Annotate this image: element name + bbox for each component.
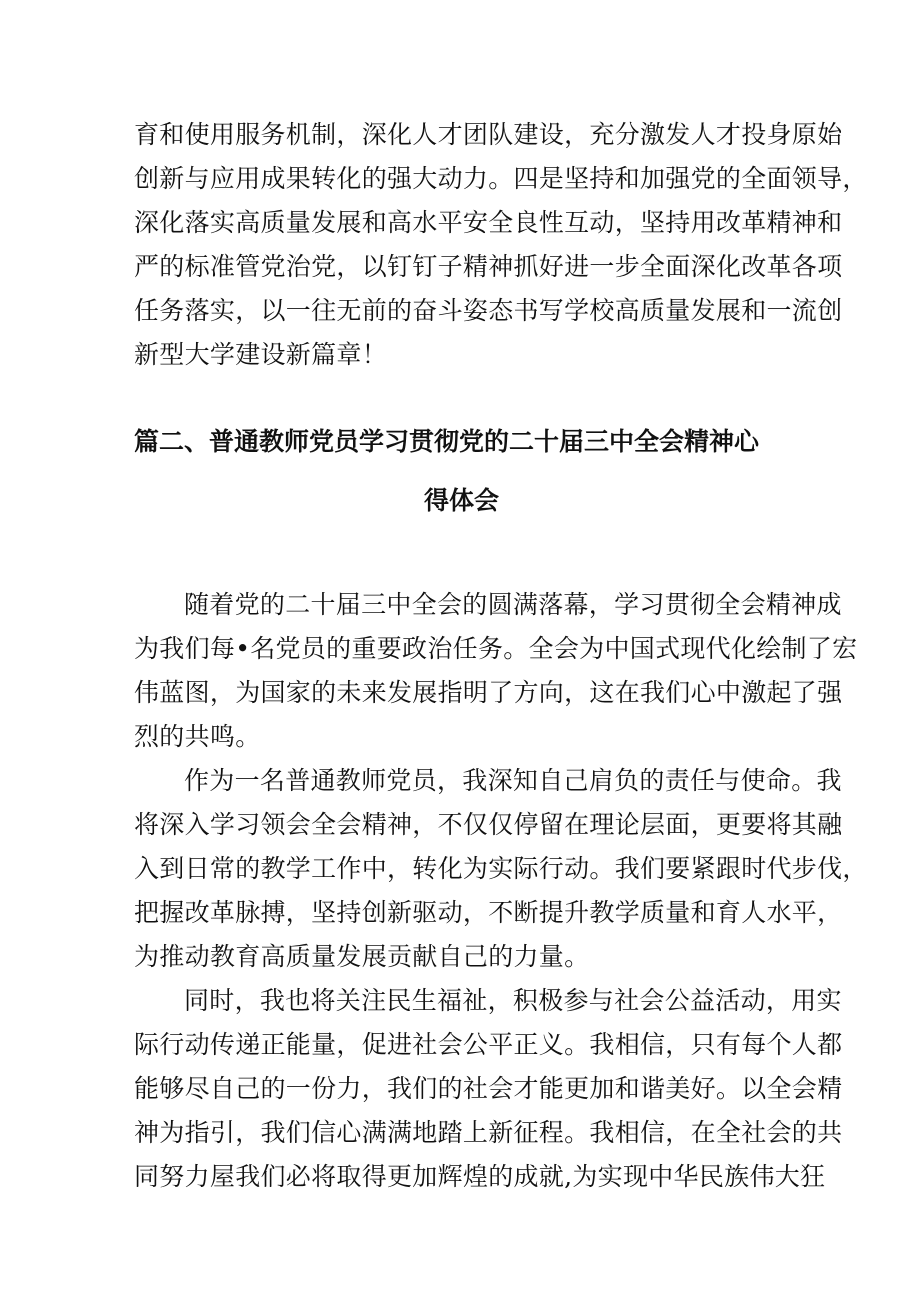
text-line: 将深入学习领会全会精神，不仅仅停留在理论层面，更要将其融 [134,810,843,839]
text-line: 同努力屋我们必将取得更加辉煌的成就,为实现中华民族伟大狂 [134,1162,826,1191]
text-line: 作为一名普通教师党员，我深知自己肩负的责任与使命。我 [184,766,842,795]
section-title-line1: 篇二、普通教师党员学习贯彻党的二十届三中全会精神心 [134,427,760,456]
text-line: 为推动教育高质量发展贡献自己的力量。 [134,942,590,971]
text-line: 育和使用服务机制，深化人才团队建设，充分激发人才投身原始 [134,120,843,149]
text-line: 把握改革脉搏，坚持创新驱动，不断提升教学质量和育人水平， [134,898,843,927]
text-line: 严的标准管党治党，以钉钉子精神抓好进一步全面深化改革各项 [134,252,843,281]
text-line: 烈的共鸣。 [134,722,261,751]
text-line: 随着党的二十届三中全会的圆满落幕，学习贯彻全会精神成 [184,590,842,619]
text-line: 伟蓝图，为国家的未来发展指明了方向，这在我们心中激起了强 [134,678,843,707]
text-line: 能够尽自己的一份力，我们的社会才能更加和谐美好。以全会精 [134,1074,843,1103]
text-line: 际行动传递正能量，促进社会公平正义。我相信，只有每个人都 [134,1030,843,1059]
text-line: 任务落实，以一往无前的奋斗姿态书写学校高质量发展和一流创 [134,296,843,325]
text-line: 神为指引，我们信心满满地踏上新征程。我相信，在全社会的共 [134,1118,843,1147]
text-line: 同时，我也将关注民生福祉，积极参与社会公益活动，用实 [184,986,842,1015]
text-line: 创新与应用成果转化的强大动力。四是坚持和加强党的全面领导， [134,164,868,193]
text-line: 入到日常的教学工作中，转化为实际行动。我们要紧跟时代步伐， [134,854,868,883]
section-title-line2: 得体会 [424,486,500,515]
text-line: 为我们每•名党员的重要政治任务。全会为中国式现代化绘制了宏 [134,634,858,663]
text-line: 深化落实高质量发展和高水平安全良性互动，坚持用改革精神和 [134,208,843,237]
text-line: 新型大学建设新篇章！ [134,340,388,369]
